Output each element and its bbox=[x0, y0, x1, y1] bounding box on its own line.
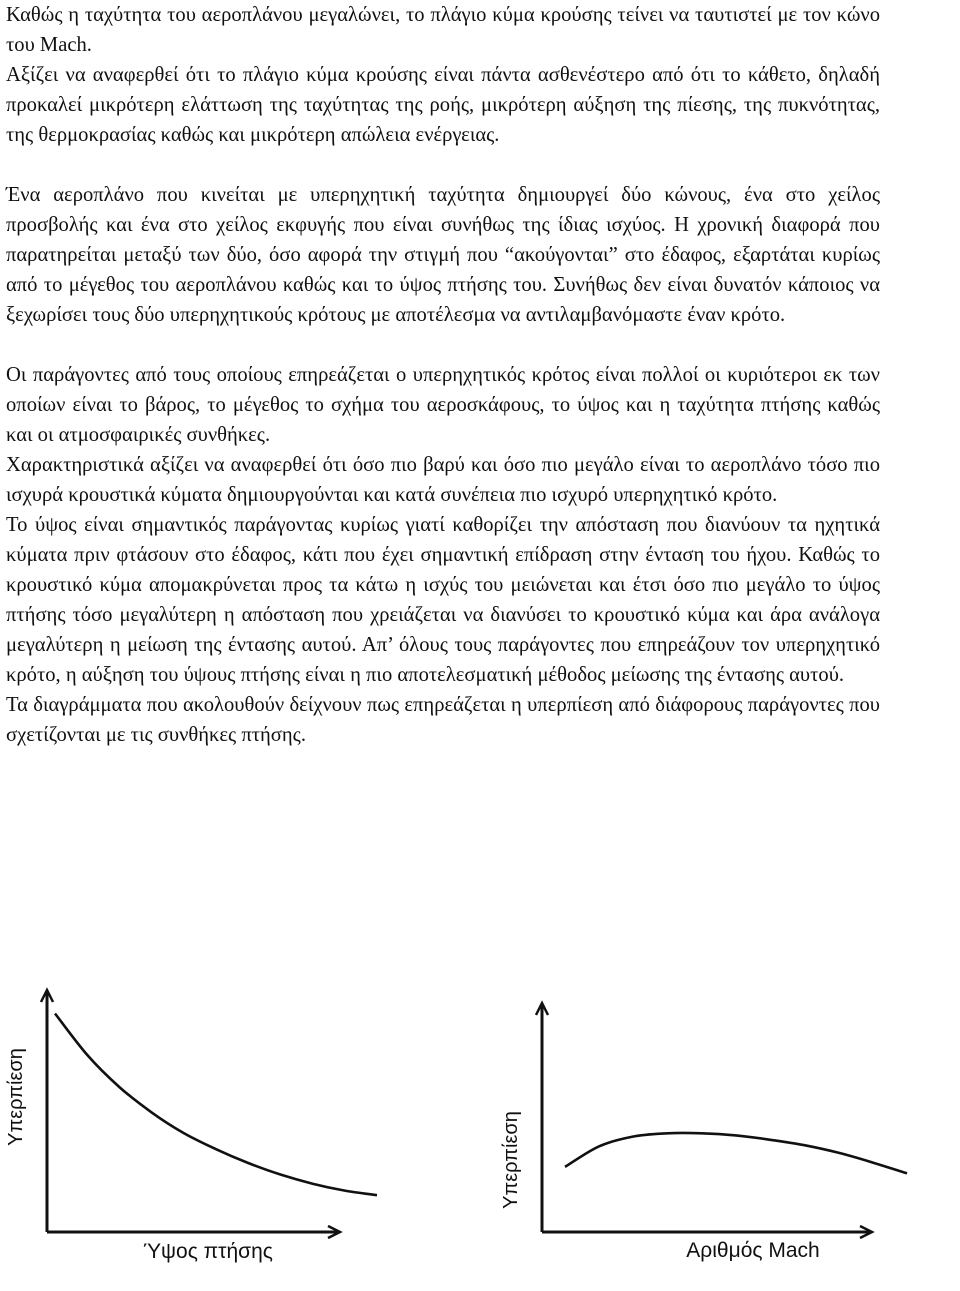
y-axis-label: Υπερπίεση bbox=[5, 1048, 27, 1146]
chart-mach-svg bbox=[480, 985, 950, 1291]
series-line bbox=[55, 1014, 377, 1196]
y-axis-label: Υπερπίεση bbox=[500, 1111, 522, 1209]
series-line bbox=[565, 1133, 907, 1173]
charts-area bbox=[0, 985, 960, 1291]
chart-altitude-svg bbox=[0, 985, 420, 1291]
paragraph: Καθώς η ταχύτητα του αεροπλάνου μεγαλώνει, το πλάγιο κύμα κρούσης τείνει να ταυτιστεί με τον κώνο του Mach. bbox=[6, 4, 880, 56]
paragraph: Ένα αεροπλάνο που κινείται με υπερηχητική ταχύτητα δημιουργεί δύο κώνους, ένα στο χείλος προσβολής και ένα στο χείλος εκφυγής που είναι συνήθως της ίδιας ισχύος. Η χρονική διαφορά που παρατηρείται μεταξύ των δύο, όσο αφορά την στιγμή που “ακούγονται” στο έδαφος, εξαρτάται κυρίως από το μέγεθος του αεροπλάνου καθώς και το ύψος πτήσης του. Συνήθως δεν είναι δυνατόν κάποιος να ξεχωρίσει τους δύο υπερηχητικούς κρότους με αποτέλεσμα να αντιλαμβανόμαστε έναν κρότο. bbox=[6, 184, 880, 326]
x-axis-label: Αριθμός Mach bbox=[686, 1239, 820, 1262]
paragraph: Το ύψος είναι σημαντικός παράγοντας κυρίως γιατί καθορίζει την απόσταση που διανύουν τα ηχητικά κύματα πριν φτάσουν στο έδαφος, κάτι που έχει σημαντική επίδραση στην ένταση του ήχου. Καθώς το κρουστικό κύμα απομακρύνεται προς τα κάτω η ισχύς του μειώνεται και έτσι όσο πιο μεγάλο το ύψος πτήσης τόσο μεγαλύτερη η απόσταση που χρειάζεται να διανύσει το κρουστικό κύμα και άρα ανάλογα μεγαλύτερη η μείωση της έντασης αυτού. Απ’ όλους τους παράγοντες που επηρεάζουν τον υπερηχητικό κρότο, η αύξηση του ύψους πτήσης είναι η πιο αποτελεσματική μέθοδος μείωσης της έντασης αυτού. bbox=[6, 514, 880, 686]
paragraph: Αξίζει να αναφερθεί ότι το πλάγιο κύμα κρούσης είναι πάντα ασθενέστερο από ότι το κάθετο, δηλαδή προκαλεί μικρότερη ελάττωση της ταχύτητας της ροής, μικρότερη αύξηση της πίεσης, της πυκνότητας, της θερμοκρασίας καθώς και μικρότερη απώλεια ενέργειας. bbox=[6, 64, 880, 146]
paragraph: Τα διαγράμματα που ακολουθούν δείχνουν πως επηρεάζεται η υπερπίεση από διάφορους παράγοντες που σχετίζονται με τις συνθήκες πτήσης. bbox=[6, 694, 880, 746]
paragraph-gap bbox=[6, 150, 880, 180]
x-axis-label: Ύψος πτήσης bbox=[143, 1240, 273, 1263]
paragraph: Οι παράγοντες από τους οποίους επηρεάζεται ο υπερηχητικός κρότος είναι πολλοί οι κυριότεροι εκ των οποίων είναι το βάρος, το μέγεθος το σχήμα του αεροσκάφους, το ύψος και η ταχύτητα πτήσης καθώς και οι ατμοσφαιρικές συνθήκες. bbox=[6, 364, 880, 446]
paragraph: Χαρακτηριστικά αξίζει να αναφερθεί ότι όσο πιο βαρύ και όσο πιο μεγάλο είναι το αεροπλάνο τόσο πιο ισχυρά κρουστικά κύματα δημιουργούνται και κατά συνέπεια πιο ισχυρό υπερηχητικό κρότο. bbox=[6, 454, 880, 506]
document-body bbox=[6, 0, 880, 750]
paragraph-gap bbox=[6, 330, 880, 360]
